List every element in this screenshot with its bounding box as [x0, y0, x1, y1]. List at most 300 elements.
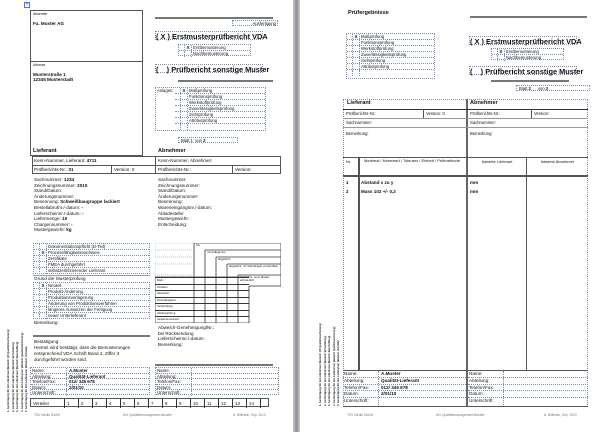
contact-value: Qualität-Lieferant: [69, 373, 106, 379]
field-value: 1234: [63, 177, 75, 182]
contact-value: [504, 385, 588, 391]
checkbox-mark: X: [40, 250, 47, 255]
contact-row[interactable]: [156, 390, 278, 396]
lieferant-heading: Lieferant: [33, 148, 57, 154]
sonstige-option[interactable]: ( ) Prüfbericht sonstige Muster: [156, 65, 270, 74]
checkbox-mark: [40, 268, 47, 274]
checkbox-mark: X: [181, 88, 188, 93]
bemusterung-label: Erstbemusterung: [506, 49, 539, 54]
adresse-line1: Musterstraße 1: [33, 71, 66, 77]
row-istwert-lieferant[interactable]: mm: [470, 180, 479, 185]
checkbox-mark: [353, 64, 360, 69]
contact-label: Abteilung:: [156, 374, 192, 379]
checkbox-label: selbstzertifizierender Lieferant: [48, 268, 106, 273]
checkbox-label: Werkstoffprüfung: [361, 46, 394, 51]
anlagen-label: Anlagen:: [157, 88, 174, 93]
bemusterung-list: [178, 44, 251, 56]
contact-row[interactable]: [343, 371, 466, 378]
row-merkmal[interactable]: Mass 102 +/- 0,2: [361, 189, 396, 194]
checkbox-label: Neuteil: [48, 283, 62, 288]
checkbox-label: Sichtprüfung: [361, 58, 386, 63]
col-istwerte-abnehmer: Istwerte Abnehmer: [540, 159, 575, 164]
lieferant-bericht[interactable]: Prüfberichts-Nr.:: [346, 111, 377, 116]
bemusterung-label: Nachbemusterung: [193, 51, 229, 56]
checkbox-mark: [181, 100, 188, 105]
contact-label: Datum:: [468, 391, 504, 397]
abnehmer-contact-table: [468, 371, 588, 405]
field-value: -: [82, 210, 84, 216]
abnehmer-field[interactable]: Mustergewicht:: [158, 216, 189, 222]
pruefungen-list: [346, 33, 435, 79]
contact-value: [192, 385, 278, 390]
blatt-field[interactable]: [178, 137, 238, 143]
field-value: 10: [62, 216, 68, 222]
checkbox-mark: [40, 295, 47, 300]
divider: [343, 406, 588, 407]
field-value: 2010: [77, 182, 88, 188]
contact-row[interactable]: [468, 385, 588, 392]
checkbox-mark: X: [498, 49, 505, 54]
checkbox-mark: [181, 118, 188, 123]
divider: [491, 80, 569, 82]
contact-label: Abteilung:: [468, 378, 504, 384]
version-value: 0: [131, 167, 135, 172]
checkbox-label: neuer Unterlieferant: [48, 313, 86, 318]
row-nr[interactable]: 2: [346, 189, 349, 194]
vertical-note: 5. Ausfertigung für den Lieferanten (Bereich Vertrieb): [337, 340, 340, 406]
divider: [232, 165, 233, 174]
contact-value: 012/ 345 678: [69, 379, 95, 384]
checkbox-label: Zuverlässigkeitsprüfung: [189, 106, 235, 111]
checkbox-label: [360, 70, 434, 76]
erstmuster-title: Erstmusterprüfbericht VDA: [486, 37, 582, 46]
divider: [470, 16, 587, 18]
abnehmer-field[interactable]: Stand/Datum:: [158, 188, 187, 194]
ausfertigung-field[interactable]: [232, 20, 278, 26]
abnehmer-bemerkung[interactable]: Bemerkung:: [470, 131, 493, 136]
erstmuster-mark: X: [474, 37, 480, 46]
contact-row[interactable]: [468, 391, 588, 398]
lieferant-contact-table: [343, 371, 466, 405]
checkbox-label: Produkt-Änderung: [48, 289, 83, 294]
footer-right: A. Brillhahn, Sep. 2010: [544, 413, 577, 417]
contact-row[interactable]: [468, 378, 588, 385]
divider: [343, 127, 588, 128]
divider: [32, 165, 281, 166]
vertical-note: 1. Ausfertigung für den Abnehmer (Bereich QS Qualitätssicherung): [319, 323, 322, 406]
divider: [358, 157, 360, 370]
divider: [423, 109, 424, 118]
checkbox-mark: [40, 256, 47, 261]
field-label: Stand/Datum:: [34, 188, 63, 194]
entscheidung-grid: [155, 243, 281, 323]
abnehmer-after-fields: [158, 325, 214, 347]
divider: [155, 17, 273, 19]
blatt-value: 1: [190, 138, 193, 143]
checkbox-mark: [353, 52, 360, 57]
divider: [155, 364, 273, 366]
checkbox-mark: [40, 307, 47, 312]
field-value: -: [71, 221, 73, 227]
contact-value: Qualität-Lieferant: [381, 377, 420, 383]
contact-label: Telefon/Fax:: [31, 379, 67, 384]
footer-center: Der Qualitätsmanagement-Berater: [123, 413, 172, 417]
divider: [111, 165, 112, 174]
decision-row[interactable]: [155, 316, 249, 323]
sonstige-option[interactable]: ( ) Prüfbericht sonstige Muster: [470, 67, 584, 76]
checkbox-label: Änderung von Produktionsverfahren: [48, 301, 117, 306]
abnehmer-field[interactable]: Entscheidung:: [158, 221, 188, 227]
verteiler-label: Verteiler: [31, 399, 65, 408]
contact-label: Name:: [31, 368, 67, 373]
footer-left: TÜV Media GmbH: [347, 413, 374, 417]
von-label: von: [195, 138, 202, 143]
divider: [526, 157, 527, 370]
anlagen-list: [155, 87, 266, 131]
abnehmer-version[interactable]: Version:: [235, 167, 252, 172]
bestaetigung-line1: Hiermit wird bestätigt, dass die Bemusterungen: [34, 345, 131, 350]
contact-value: [504, 371, 588, 377]
decision-row[interactable]: [155, 284, 249, 291]
sonstige-title: Prüfbericht sonstige Muster: [171, 65, 270, 74]
contact-value: [504, 391, 588, 397]
checkbox-mark: [185, 51, 192, 57]
checkbox-label: Zertifikate: [48, 256, 67, 261]
abnehmer-bericht[interactable]: Prüfberichts-Nr.:: [158, 167, 192, 172]
page-separator: [293, 0, 300, 432]
contact-value: [192, 374, 278, 379]
adresse-label: Adresse: [33, 63, 46, 67]
blatt-field[interactable]: [516, 85, 590, 91]
decision-row-label: Attributprüfung: [157, 310, 176, 315]
lieferant-bericht[interactable]: [34, 167, 74, 173]
verteiler-row: [30, 398, 269, 407]
grund-item[interactable]: [34, 313, 149, 319]
abnehmer-version[interactable]: Version:: [534, 111, 550, 116]
contact-label: Abteilung:: [343, 378, 379, 384]
abnehmer-kenn[interactable]: Kenn-Nummer, Abnehmer:: [158, 158, 213, 163]
lieferant-version[interactable]: [114, 167, 134, 173]
checkbox-mark: [353, 40, 360, 45]
vertical-note: 3. Ausfertigung für den Abnehmer (Bereich Beschaffung): [328, 335, 331, 406]
divider: [531, 109, 532, 118]
verteiler-cell[interactable]: 14: [247, 399, 261, 408]
contact-row[interactable]: [343, 391, 466, 398]
checkbox-label: [188, 124, 265, 130]
contact-value: [67, 390, 149, 396]
decision-header: abgelehnt: [218, 257, 231, 261]
abnehmer-contact-table: [155, 367, 279, 395]
checkbox-mark: [353, 70, 360, 76]
abnehmer-bericht[interactable]: Prüfberichts-Nr.:: [470, 111, 501, 116]
grund-list: [33, 282, 150, 319]
adresse-line2: 12345 Musterstadt: [33, 77, 74, 83]
ausfertigung-label: Ausfertigung: [252, 21, 276, 26]
lieferant-bemerkung-label: Bemerkung:: [34, 320, 59, 325]
bestaetigung-line3: durchgeführt worden sind.: [34, 357, 88, 362]
version-label: Version:: [426, 111, 442, 116]
checkbox-mark: [181, 124, 188, 130]
abnehmer-fields: [158, 177, 212, 227]
lieferant-field[interactable]: [34, 227, 120, 233]
erstmuster-option[interactable]: ( X ) Erstmusterprüfbericht VDA: [470, 37, 582, 46]
checkbox-label: Attributprüfung: [189, 118, 218, 123]
document-page-2: [300, 0, 600, 432]
decision-row-label: Zuverlässigkeit: [157, 297, 176, 302]
contact-label: Unterschrift:: [468, 398, 504, 405]
divider: [33, 275, 150, 276]
divider: [33, 335, 150, 337]
field-value: kg: [66, 227, 72, 233]
decision-header: frei: [196, 243, 200, 247]
col-nr: Nr.: [346, 159, 352, 164]
decision-row-label: Funktion: [157, 284, 168, 289]
field-label: Liefermenge:: [34, 216, 61, 222]
checkbox-label: Maßprüfung: [189, 88, 213, 93]
contact-row[interactable]: [343, 378, 466, 385]
contact-label: Name:: [156, 368, 192, 373]
verteiler-cell[interactable]: 13: [233, 399, 247, 408]
decision-header: mit Auflage frei: [207, 250, 226, 254]
checkbox-label: FMEA durchgeführt: [48, 262, 86, 267]
bemusterung-item[interactable]: [179, 51, 250, 57]
checkbox-label: Prozessfähigkeitsnachweis: [48, 250, 100, 255]
footer-right: A. Brillhahn, Sep. 2010: [233, 413, 266, 417]
row-nr[interactable]: 1: [346, 180, 349, 185]
von-value: 2: [545, 86, 549, 91]
footer-center: Der Qualitätsmanagement-Berater: [436, 413, 485, 417]
decision-row-label: Werkstoff: [157, 291, 169, 296]
absender-box: [30, 10, 143, 62]
checkbox-mark: [40, 262, 47, 267]
dokumente-list: [33, 243, 150, 274]
move-handle-icon[interactable]: +: [25, 2, 29, 8]
lieferant-fields: [34, 177, 120, 233]
contact-row[interactable]: [468, 371, 588, 378]
von-value: 2: [203, 138, 206, 143]
erstmuster-title: Erstmusterprüfbericht VDA: [172, 32, 268, 41]
checkbox-label: längeres Aussetzen der Fertigung: [48, 307, 113, 312]
bemusterung-item[interactable]: [492, 55, 563, 61]
contact-row[interactable]: [31, 390, 149, 396]
contact-value: [192, 368, 278, 373]
decision-row-label: Gesamtentscheid: [157, 317, 179, 322]
abnehmer-field[interactable]: Zeichnungsnummer:: [158, 182, 200, 188]
vertical-note: 2. Ausfertigung für den Abnehmer (Bereich Entwicklung): [323, 336, 327, 406]
checkbox-label: Funktionsprüfung: [189, 94, 223, 99]
divider: [343, 118, 588, 119]
abnehmer-after-field[interactable]: bei Rücksendung: [158, 330, 194, 336]
footer-left: TÜV Media GmbH: [34, 413, 61, 417]
bestaetigung-line2: entsprechend VDA Schrift Band 2, Ziffer 3: [34, 351, 120, 356]
erstmuster-option[interactable]: ( X ) Erstmusterprüfbericht VDA: [156, 32, 268, 41]
blatt-label: Blatt: [181, 138, 190, 143]
field-label: Bestellabrufnr./-datum:: [34, 204, 81, 210]
contact-value: [504, 398, 588, 405]
contact-label: Datum:: [343, 391, 379, 397]
verteiler-cell[interactable]: 10: [191, 399, 205, 408]
contact-value: [504, 378, 588, 384]
field-label: Änderungsnummer:: [34, 193, 75, 199]
checkbox-mark: [353, 46, 360, 51]
contact-value: [192, 390, 278, 396]
checkbox-mark: [40, 301, 47, 306]
bemusterung-label: Nachbemusterung: [506, 55, 542, 60]
verteiler-cell[interactable]: 12: [219, 399, 233, 408]
field-value: -: [81, 204, 84, 210]
absender-label: Absender: [33, 12, 48, 16]
vertical-note: 5. Ausfertigung für den Lieferanten (Bereich Vertrieb): [25, 346, 28, 412]
verteiler-cell[interactable]: 2: [79, 399, 93, 408]
divider: [178, 80, 273, 82]
abnehmer-field[interactable]: Wareneingangsnr./-datum:: [158, 204, 212, 210]
row-istwert-lieferant[interactable]: mm: [470, 189, 479, 194]
von-label: von: [537, 86, 545, 91]
kenn-label: Kenn-Nummer, Lieferant:: [34, 158, 86, 163]
checkbox-mark: [498, 55, 505, 61]
lieferant-sachnummer[interactable]: Sachnummer:: [346, 120, 373, 125]
verteiler-cell[interactable]: 3: [93, 399, 107, 408]
checkbox-label: Maßprüfung: [361, 34, 385, 39]
checkbox-mark: [181, 94, 188, 99]
abnehmer-after-field[interactable]: Lieferscheinnr./-datum:: [158, 336, 205, 342]
contact-row[interactable]: [343, 385, 466, 392]
checkbox-label: Sichtprüfung: [189, 112, 214, 117]
version-value: 0: [442, 111, 445, 116]
contact-label: Datum:: [156, 385, 192, 390]
vertical-note: 4. Ausfertigung für den Lieferanten (Bereich Qualitätssicherung): [332, 326, 336, 406]
contact-row[interactable]: [468, 398, 588, 405]
decision-row-label: Maß: [157, 278, 163, 282]
anlage-item[interactable]: [175, 124, 265, 130]
abnehmer-field[interactable]: Abladestelle:: [158, 210, 185, 216]
verteiler-cell[interactable]: 11: [205, 399, 219, 408]
checkbox-label: Dokumentationspflicht (D-Teil): [48, 244, 106, 249]
checkbox-mark: [181, 112, 188, 117]
lieferant-kenn[interactable]: [34, 158, 97, 164]
grund-label: Grund der Musterprüfung: [34, 276, 86, 281]
contact-label: Telefon/Fax:: [343, 385, 379, 391]
checkbox-mark: X: [40, 283, 47, 288]
abnehmer-field[interactable]: Benennung:: [158, 199, 183, 205]
sonstige-title: Prüfbericht sonstige Muster: [485, 67, 584, 76]
contact-value: 2/01/10: [69, 384, 84, 390]
version-label: Version:: [114, 167, 131, 172]
verteiler-cell[interactable]: 5: [121, 399, 135, 408]
bestaetigung-label: Bestätigung:: [34, 339, 60, 344]
decision-row-label: Sichtprüfung: [157, 304, 173, 309]
contact-label: Unterschrift:: [343, 398, 379, 405]
field-label: Chargennummer:: [34, 221, 70, 227]
contact-row[interactable]: [343, 398, 466, 405]
verteiler-cell[interactable]: 1: [65, 399, 79, 408]
verteiler-cell[interactable]: 4: [107, 399, 121, 408]
blatt-value: 2: [528, 86, 531, 91]
contact-value: [192, 379, 278, 384]
field-label: Sachnummer:: [34, 177, 63, 182]
contact-value: 2/01/10: [381, 391, 397, 397]
abnehmer-field[interactable]: Sachnummer:: [158, 177, 187, 182]
checkbox-label: Werkstoffprüfung: [189, 100, 222, 105]
contact-label: Name:: [343, 371, 379, 377]
contact-value: [379, 398, 466, 405]
lieferant-heading: Lieferant: [347, 100, 371, 106]
field-label: Benennung:: [34, 199, 59, 205]
field-label: Lieferscheinnr./-datum:: [34, 210, 81, 216]
divider: [343, 109, 588, 110]
document-page-1: [0, 0, 293, 432]
contact-label: Telefon/Fax:: [156, 379, 192, 384]
bemusterung-list: [491, 48, 564, 60]
vertical-note: 1. Ausfertigung für den Abnehmer (Bereich QS Qualitätssicherung): [7, 329, 10, 412]
col-istwerte-lieferant: Istwerte Lieferant: [481, 159, 513, 164]
absender-value: Fa. Muster AG: [33, 20, 64, 26]
verteiler-cell[interactable]: 8: [163, 399, 177, 408]
erstmuster-mark: X: [160, 32, 166, 41]
contact-label: Datum:: [31, 385, 67, 390]
abnehmer-after-field[interactable]: Abweich-Genehmigung/Nr.:: [158, 325, 215, 330]
contact-label: Unterschrift:: [31, 390, 67, 396]
verteiler-cell[interactable]: 9: [177, 399, 191, 408]
contact-value: A.Muster: [69, 368, 88, 373]
decision-header: abgelehnt, mit Teilmängeln verwendbar: [229, 264, 278, 268]
contact-value: A.Muster: [381, 371, 401, 376]
abnehmer-sachnummer[interactable]: Sachnummer:: [470, 120, 497, 125]
vertical-note: 4. Ausfertigung für den Lieferanten (Bereich Qualitätssicherung): [20, 332, 24, 412]
checkbox-label: Produktionsverlagerung: [48, 295, 94, 300]
lieferant-bemerkung[interactable]: Bemerkung:: [346, 131, 369, 136]
checkbox-mark: X: [353, 34, 360, 39]
blatt-label: Blatt: [519, 86, 528, 91]
vertical-note: 2. Ausfertigung für den Abnehmer (Bereich Entwicklung): [11, 342, 15, 412]
checkbox-mark: [353, 58, 360, 63]
decision-row[interactable]: [155, 310, 249, 317]
checkbox-mark: X: [185, 45, 192, 50]
contact-label: Abteilung:: [31, 374, 67, 379]
lieferant-contact-table: [30, 367, 150, 395]
field-value: Schweißbaugruppe lackiert: [60, 199, 120, 205]
decision-header: abgelehnt, neue Muster erforderlich: [240, 275, 270, 283]
contact-label: Telefon/Fax:: [468, 385, 504, 391]
verteiler-cell[interactable]: 6: [135, 399, 149, 408]
verteiler-cell[interactable]: 7: [149, 399, 163, 408]
bericht-value: 01: [68, 167, 74, 172]
lieferant-version[interactable]: [426, 111, 445, 117]
abnehmer-after-field[interactable]: Bemerkung:: [158, 341, 183, 347]
contact-label: Name:: [468, 371, 504, 377]
row-merkmal[interactable]: Abstand x zu y: [361, 180, 394, 185]
divider: [343, 175, 588, 177]
contact-label: Unterschrift:: [156, 390, 192, 396]
divider: [466, 99, 468, 407]
abnehmer-heading: Abnehmer: [470, 100, 498, 106]
dokument-item[interactable]: [34, 268, 149, 274]
col-merkmal: Merkmal / Nennwert / Toleranz / Einheit / Prüfmethode: [364, 158, 460, 163]
checkbox-mark: [40, 313, 47, 319]
adresse-box: [30, 61, 143, 156]
field-label: Mustergewicht:: [34, 227, 65, 233]
contact-value: 012/ 345 678: [381, 384, 408, 390]
checkbox-label: Zuverlässigkeitsprüfung: [361, 52, 407, 57]
abnehmer-heading: Abnehmer: [158, 148, 186, 154]
checkbox-label: Funktionsprüfung: [361, 40, 395, 45]
pruefung-item[interactable]: [347, 70, 434, 76]
decision-row[interactable]: [155, 297, 249, 304]
checkbox-mark: [181, 106, 188, 111]
kenn-value: 4711: [86, 158, 97, 163]
bericht-label: Prüfberichts-Nr.:: [34, 167, 68, 172]
abnehmer-field[interactable]: Änderungsnummer:: [158, 193, 199, 199]
